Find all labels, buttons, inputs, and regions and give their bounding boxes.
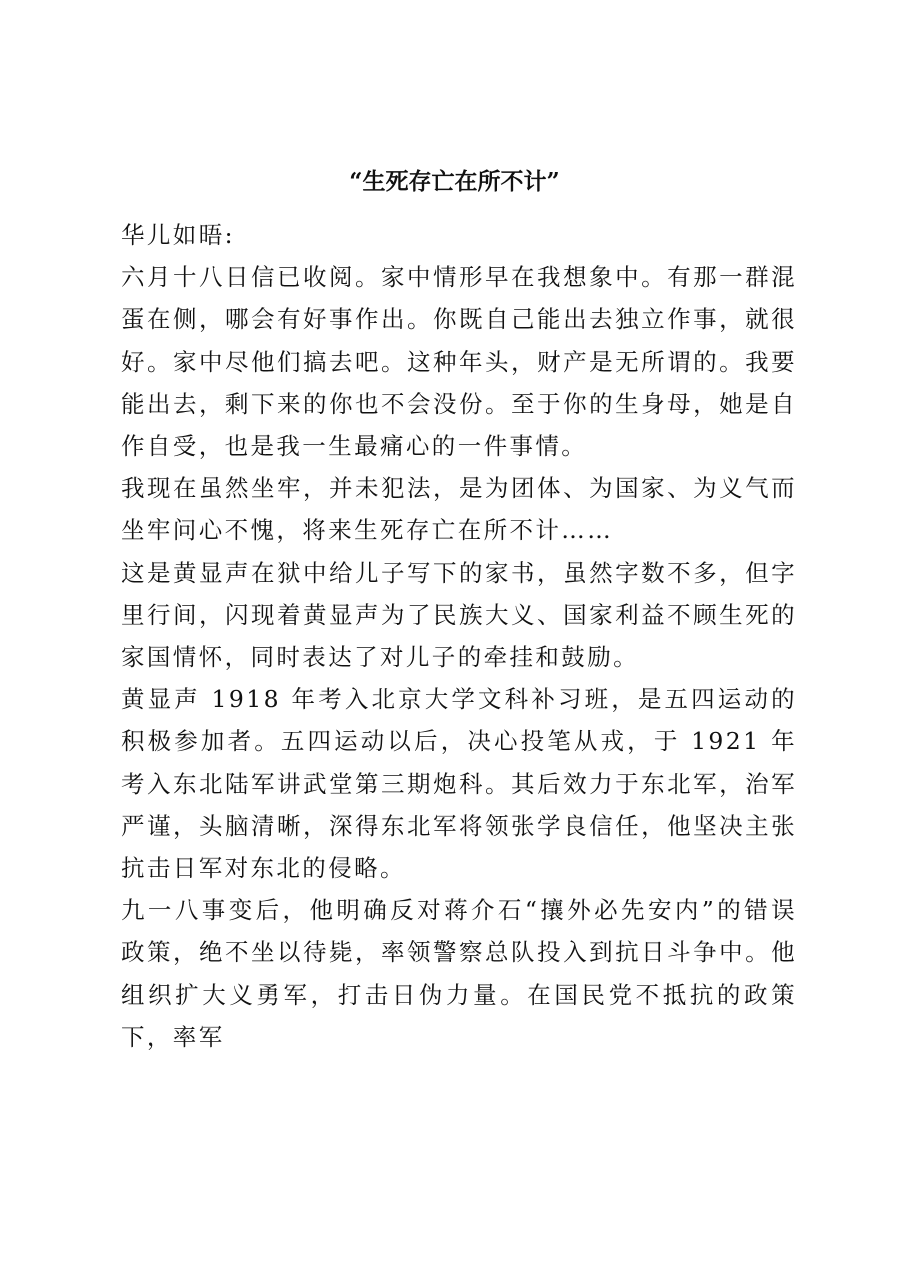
paragraph-letter-1: 六月十八日信已收阅。家中情形早在我想象中。有那一群混蛋在侧，哪会有好事作出。你既自己能出去独立作事，就很好。家中尽他们搞去吧。这种年头，财产是无所谓的。我要能出去，剩下来的你也不会没份。至于你的生身母，她是自作自受，也是我一生最痛心的一件事情。 [121,263,797,461]
salutation: 华儿如晤: [121,221,235,249]
paragraph-biography: 黄显声 1918 年考入北京大学文科补习班，是五四运动的积极参加者。五四运动以后，决心投笔从戎，于 1921 年考入东北陆军讲武堂第三期炮科。其后效力于东北军，治军严谨，头脑清晰，深得东北军将领张学良信任，他坚决主张抗击日军对东北的侵略。 [121,685,797,883]
document-title: “生死存亡在所不计” [349,168,560,195]
paragraph-commentary: 这是黄显声在狱中给儿子写下的家书，虽然字数不多，但字里行间，闪现着黄显声为了民族大义、国家利益不顾生死的家国情怀，同时表达了对儿子的牵挂和鼓励。 [121,558,797,672]
paragraph-history: 九一八事变后，他明确反对蒋介石“攘外必先安内”的错误政策，绝不坐以待毙，率领警察总队投入到抗日斗争中。他组织扩大义勇军，打击日伪力量。在国民党不抵抗的政策下，率军 [121,896,797,1051]
document-body [121,214,797,1058]
paragraph-letter-2: 我现在虽然坐牢，并未犯法，是为团体、为国家、为义气而坐牢问心不愧，将来生死存亡在所不计…… [121,474,797,545]
